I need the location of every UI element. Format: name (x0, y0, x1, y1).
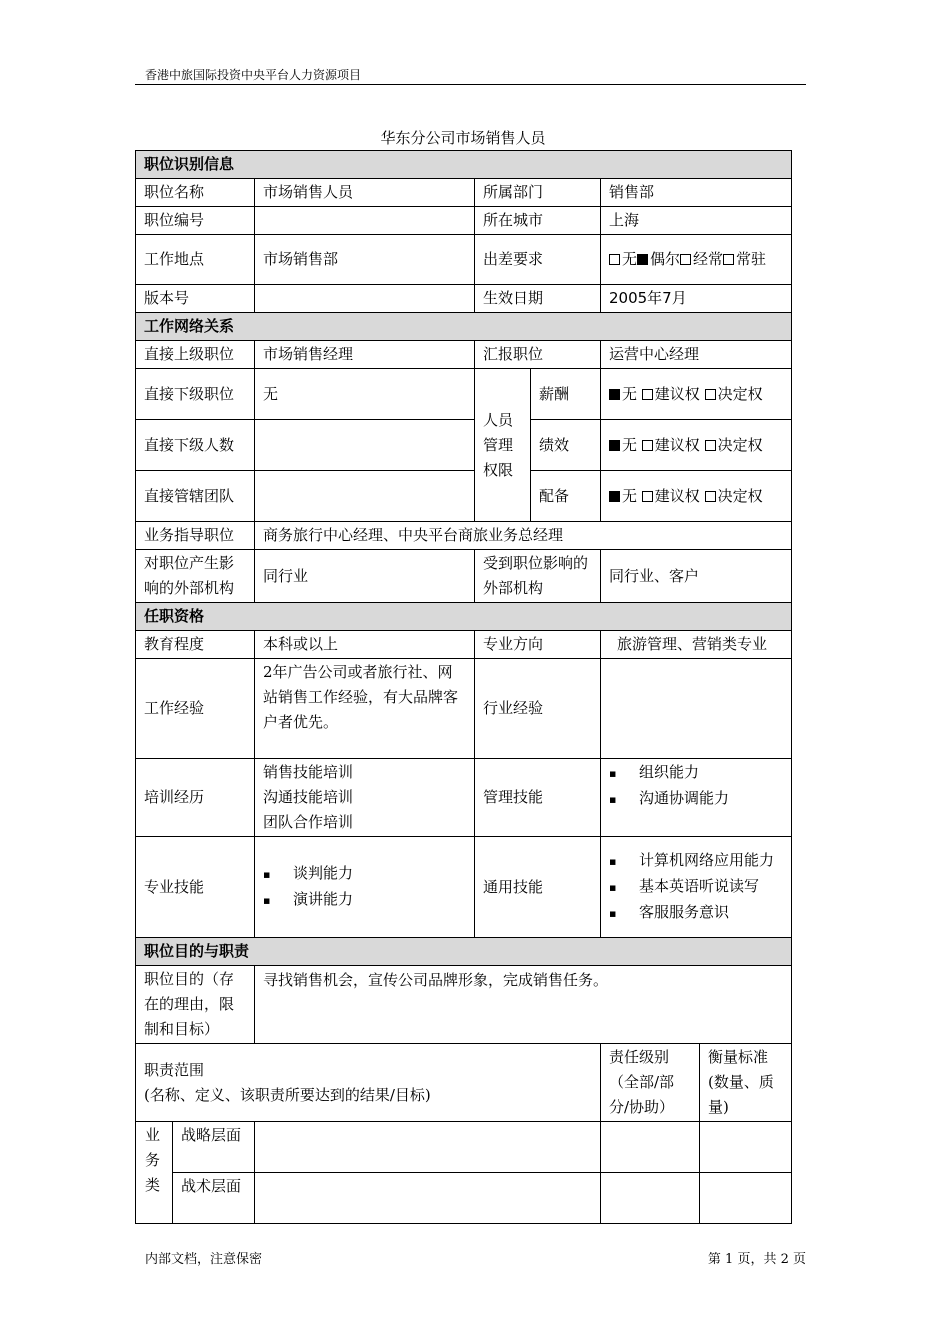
authority-option: 建议权 (642, 385, 700, 403)
location-value: 市场销售部 (255, 235, 475, 285)
city-value: 上海 (601, 207, 792, 235)
checkbox-icon (609, 254, 620, 265)
authority-option: 决定权 (705, 487, 763, 505)
job-code-label: 职位编号 (136, 207, 255, 235)
ext-affected-label: 受到职位影响的外部机构 (475, 550, 601, 603)
purpose-value: 寻找销售机会，宣传公司品牌形象，完成销售任务。 (255, 966, 792, 1044)
report-value: 运营中心经理 (601, 341, 792, 369)
section-qualification: 任职资格 (136, 603, 792, 631)
checkbox-icon (609, 389, 620, 400)
checkbox-icon (705, 491, 716, 502)
scope-label: 职责范围 (144, 1060, 205, 1079)
report-label: 汇报职位 (475, 341, 601, 369)
list-item: 团队合作培训 (263, 813, 354, 831)
tactic-scope (255, 1173, 601, 1224)
ext-affected-value: 同行业、客户 (601, 550, 792, 603)
major-label: 专业方向 (475, 631, 601, 659)
checkbox-icon (723, 254, 734, 265)
list-item: ▪ 演讲能力 (263, 887, 466, 913)
job-code-value (255, 207, 475, 235)
list-item: ▪ 基本英语听说读写 (609, 874, 783, 900)
ext-affect-value: 同行业 (255, 550, 475, 603)
pro-skill-label: 专业技能 (136, 837, 255, 938)
header-text: 香港中旅国际投资中央平台人力资源项目 (145, 68, 362, 82)
footer-page-number: 第 1 页，共 2 页 (707, 1252, 806, 1267)
level-label: 责任级别（全部/部分/协助） (601, 1044, 700, 1122)
authority-option: 决定权 (705, 385, 763, 403)
team-value (255, 471, 475, 522)
version-label: 版本号 (136, 285, 255, 313)
authority-option: 无 (609, 487, 637, 505)
authority-option: 无 (609, 385, 637, 403)
strategy-level (601, 1122, 700, 1173)
checkbox-icon (642, 440, 653, 451)
list-item: ▪ 沟通协调能力 (609, 786, 783, 812)
authority-performance-options (601, 420, 792, 471)
authority-option: 无 (609, 436, 637, 454)
business-label: 业务类 (136, 1122, 173, 1224)
dept-label: 所属部门 (475, 179, 601, 207)
effective-date-label: 生效日期 (475, 285, 601, 313)
checkbox-icon (705, 440, 716, 451)
list-item: ▪ 计算机网络应用能力 (609, 848, 783, 874)
authority-option: 建议权 (642, 436, 700, 454)
travel-option: 经常 (680, 250, 723, 268)
travel-option: 无 (609, 250, 637, 268)
industry-value (601, 659, 792, 759)
header-rule (135, 84, 806, 85)
list-item: ▪ 组织能力 (609, 760, 783, 786)
authority-option: 建议权 (642, 487, 700, 505)
city-label: 所在城市 (475, 207, 601, 235)
list-item: ▪ 客服服务意识 (609, 900, 783, 926)
checkbox-icon (642, 491, 653, 502)
effective-date-value: 2005年7月 (601, 285, 792, 313)
tactic-label: 战术层面 (173, 1173, 255, 1224)
pro-skill-list (255, 837, 475, 938)
superior-value: 市场销售经理 (255, 341, 475, 369)
tactic-level (601, 1173, 700, 1224)
subordinate-value: 无 (255, 369, 475, 420)
tactic-measure (700, 1173, 792, 1224)
section-purpose: 职位目的与职责 (136, 938, 792, 966)
footer-confidential: 内部文档，注意保密 (145, 1252, 263, 1267)
major-value: 旅游管理、营销类专业 (601, 631, 792, 659)
checkbox-icon (680, 254, 691, 265)
checkbox-icon (609, 491, 620, 502)
checkbox-icon (637, 254, 648, 265)
location-label: 工作地点 (136, 235, 255, 285)
measure-label: 衡量标准(数量、质量) (700, 1044, 792, 1122)
job-name-value: 市场销售人员 (255, 179, 475, 207)
list-item: 沟通技能培训 (263, 788, 354, 806)
travel-label: 出差要求 (475, 235, 601, 285)
strategy-measure (700, 1122, 792, 1173)
section-network: 工作网络关系 (136, 313, 792, 341)
mgmt-label: 管理技能 (475, 759, 601, 837)
travel-options (601, 235, 792, 285)
checkbox-icon (609, 440, 620, 451)
travel-option: 常驻 (723, 250, 766, 268)
strategy-scope (255, 1122, 601, 1173)
authority-staffing-label: 配备 (531, 471, 601, 522)
list-item: ▪ 谈判能力 (263, 861, 466, 887)
job-description-table (135, 150, 792, 1224)
training-label: 培训经历 (136, 759, 255, 837)
version-value (255, 285, 475, 313)
travel-option: 偶尔 (637, 250, 680, 268)
general-skill-label: 通用技能 (475, 837, 601, 938)
education-label: 教育程度 (136, 631, 255, 659)
general-skill-list (601, 837, 792, 938)
authority-option: 决定权 (705, 436, 763, 454)
superior-label: 直接上级职位 (136, 341, 255, 369)
purpose-label: 职位目的（存在的理由，限制和目标） (136, 966, 255, 1044)
subordinate-label: 直接下级职位 (136, 369, 255, 420)
job-name-label: 职位名称 (136, 179, 255, 207)
dept-value: 销售部 (601, 179, 792, 207)
sub-count-label: 直接下级人数 (136, 420, 255, 471)
authority-performance-label: 绩效 (531, 420, 601, 471)
industry-label: 行业经验 (475, 659, 601, 759)
guidance-label: 业务指导职位 (136, 522, 255, 550)
scope-header (136, 1044, 601, 1122)
experience-label: 工作经验 (136, 659, 255, 759)
list-item: 销售技能培训 (263, 763, 354, 781)
training-list (255, 759, 475, 837)
team-label: 直接管辖团队 (136, 471, 255, 522)
document-title: 华东分公司市场销售人员 (380, 129, 546, 147)
scope-subtitle: (名称、定义、该职责所要达到的结果/目标) (144, 1085, 431, 1104)
mgmt-list (601, 759, 792, 837)
checkbox-icon (642, 389, 653, 400)
authority-label: 人员管理权限 (475, 369, 531, 522)
education-value: 本科或以上 (255, 631, 475, 659)
checkbox-icon (705, 389, 716, 400)
section-identity: 职位识别信息 (136, 151, 792, 179)
experience-value: 2年广告公司或者旅行社、网站销售工作经验，有大品牌客户者优先。 (255, 659, 475, 759)
strategy-label: 战略层面 (173, 1122, 255, 1173)
authority-salary-options (601, 369, 792, 420)
sub-count-value (255, 420, 475, 471)
ext-affect-label: 对职位产生影响的外部机构 (136, 550, 255, 603)
authority-staffing-options (601, 471, 792, 522)
guidance-value: 商务旅行中心经理、中央平台商旅业务总经理 (255, 522, 792, 550)
authority-salary-label: 薪酬 (531, 369, 601, 420)
